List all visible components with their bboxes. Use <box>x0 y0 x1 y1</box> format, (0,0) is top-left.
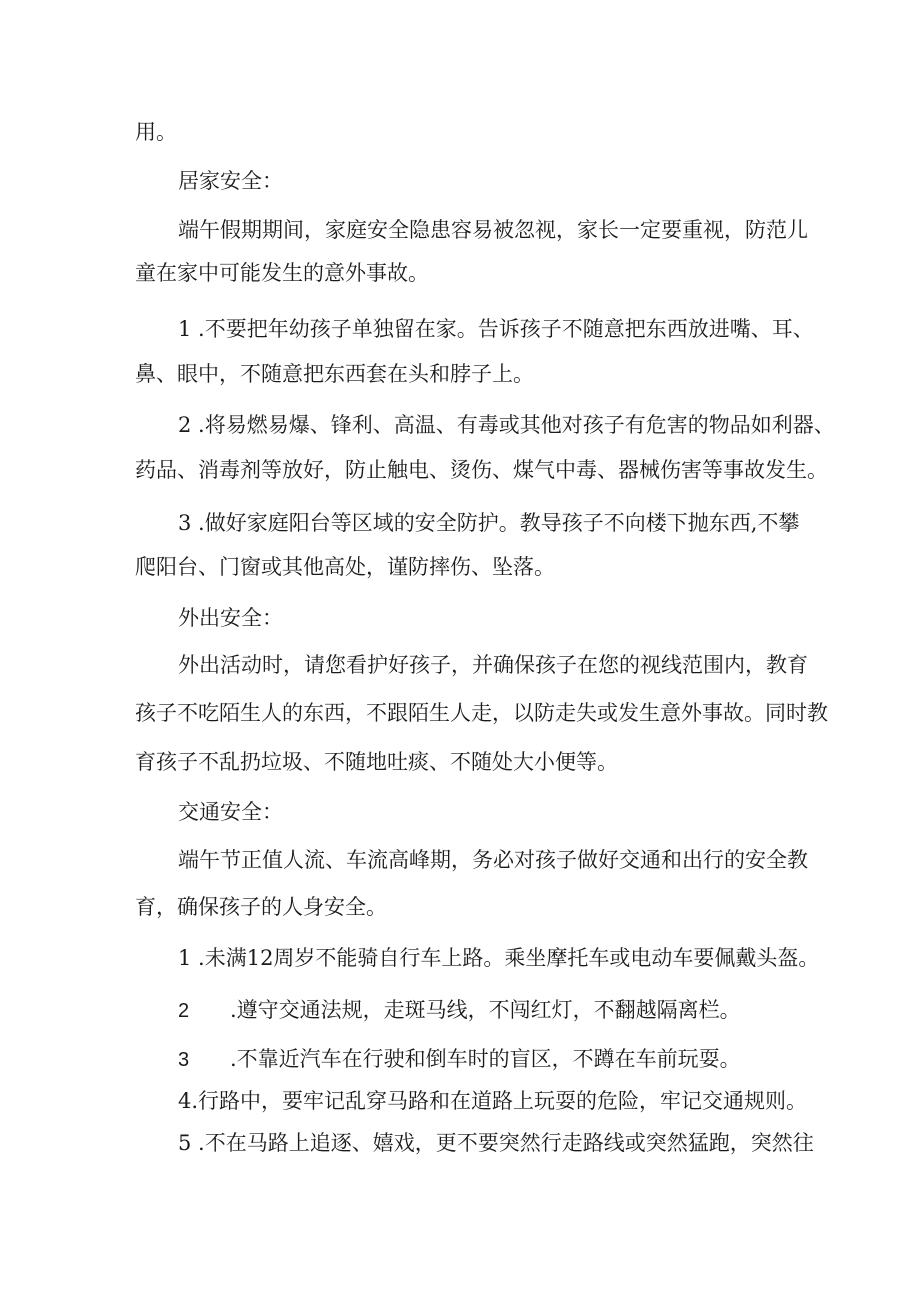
list-item-line: .遵守交通法规，走斑马线，不闯红灯，不翻越隔离栏。 <box>230 998 741 1022</box>
list-item-line: 5 .不在马路上追逐、嬉戏，更不要突然行走路线或突然猛跑，突然往 <box>178 1131 814 1155</box>
section-heading-home-safety: 居家安全： <box>178 169 283 193</box>
list-item-line: 1 .未满12周岁不能骑自行车上路。乘坐摩托车或电动车要佩戴头盔。 <box>178 946 820 970</box>
paragraph-line: 育孩子不乱扔垃圾、不随地吐痰、不随处大小便等。 <box>135 750 618 774</box>
paragraph-line: 童在家中可能发生的意外事故。 <box>135 261 429 285</box>
list-item-line: 4.行路中，要牢记乱穿马路和在道路上玩耍的危险，牢记交通规则。 <box>178 1089 808 1113</box>
paragraph-line: 育，确保孩子的人身安全。 <box>135 895 387 919</box>
paragraph-line: 端午假期期间，家庭安全隐患容易被忽视，家长一定要重视，防范儿 <box>178 218 808 242</box>
paragraph-line: 孩子不吃陌生人的东西，不跟陌生人走，以防走失或发生意外事故。同时教 <box>135 701 828 725</box>
paragraph-line: 用。 <box>135 120 177 144</box>
list-item-line: 药品、消毒剂等放好，防止触电、烫伤、煤气中毒、器械伤害等事故发生。 <box>135 458 828 482</box>
paragraph-line: 端午节正值人流、车流高峰期，务必对孩子做好交通和出行的安全教 <box>178 848 808 872</box>
list-item-line: 1 .不要把年幼孩子单独留在家。告诉孩子不随意把东西放进嘴、耳、 <box>178 317 814 341</box>
list-item-line: 2 .将易燃易爆、锋利、高温、有毒或其他对孩子有危害的物品如利器、 <box>178 413 835 437</box>
section-heading-traffic-safety: 交通安全： <box>178 800 283 824</box>
list-item-number: 2 <box>178 1000 190 1022</box>
list-item-line: 3 .做好家庭阳台等区域的安全防护。教导孩子不向楼下抛东西,不攀 <box>178 511 800 535</box>
paragraph-line: 外出活动时，请您看护好孩子，并确保孩子在您的视线范围内，教育 <box>178 653 808 677</box>
list-item-line: 爬阳台、门窗或其他高处，谨防摔伤、坠落。 <box>135 555 555 579</box>
section-heading-outing-safety: 外出安全： <box>178 606 283 630</box>
list-item-number: 3 <box>178 1049 190 1071</box>
list-item-line: .不靠近汽车在行驶和倒车时的盲区，不蹲在车前玩耍。 <box>230 1047 741 1071</box>
list-item-line: 鼻、眼中，不随意把东西套在头和脖子上。 <box>135 362 534 386</box>
